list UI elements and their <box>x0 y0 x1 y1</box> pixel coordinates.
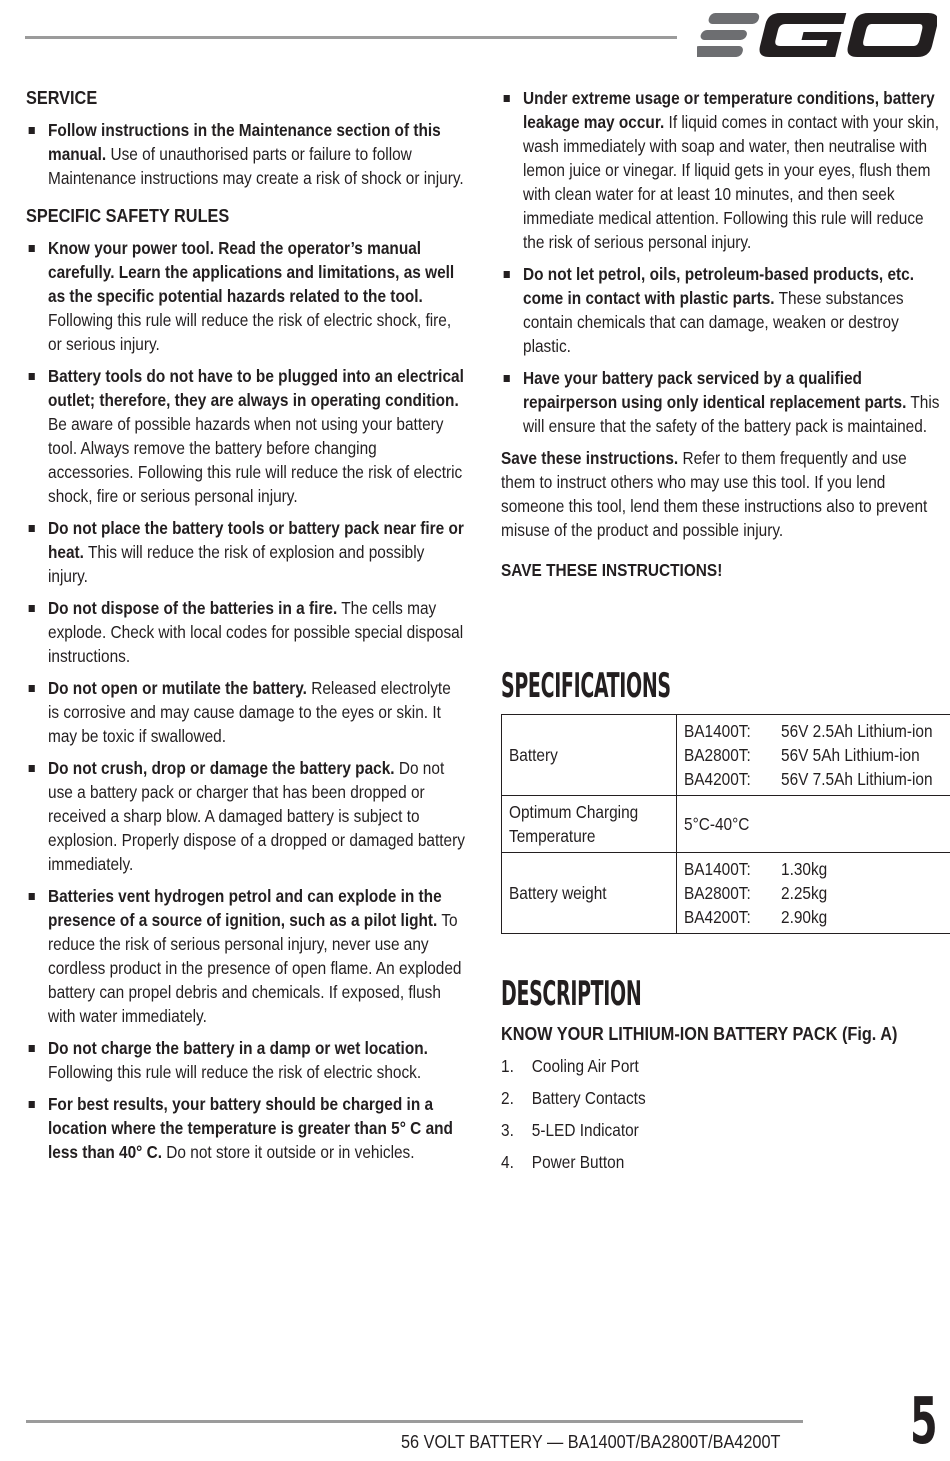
list-item: Know your power tool. Read the operator’s manual carefully. Learn the applications and limitations, as well as the specific potential hazards related to the tool. Following this rule will reduce the risk of electric shock, fire, or serious injury. <box>26 236 466 356</box>
spec-value: 56V 2.5Ah Lithium-ion <box>781 721 933 741</box>
list-item: Follow instructions in the Maintenance section of this manual. Use of unauthorised parts or failure to follow Maintenance instructions may create a risk of shock or injury. <box>26 118 466 190</box>
table-row <box>502 796 950 853</box>
description-list <box>501 1054 941 1174</box>
spec-model: BA2800T: <box>684 883 751 903</box>
description-title: DESCRIPTION <box>501 974 642 1014</box>
warning-list <box>501 86 941 438</box>
save-instructions-callout: SAVE THESE INSTRUCTIONS! <box>501 560 723 580</box>
spec-label: Optimum Charging Temperature <box>509 802 639 846</box>
footer-rule <box>26 1420 803 1423</box>
service-list <box>26 118 466 190</box>
header-rule <box>25 36 677 39</box>
list-item: Do not place the battery tools or battery pack near fire or heat. This will reduce the risk of explosion and possibly injury. <box>26 516 466 588</box>
specifications-title: SPECIFICATIONS <box>501 666 671 706</box>
bullet-square-icon <box>504 95 510 102</box>
bullet-square-icon <box>29 605 35 612</box>
table-row <box>502 715 950 796</box>
bullet-square-icon <box>29 525 35 532</box>
spec-model: BA4200T: <box>684 769 751 789</box>
ego-logo <box>697 10 937 60</box>
bullet-square-icon <box>29 765 35 772</box>
description-subtitle: KNOW YOUR LITHIUM-ION BATTERY PACK (Fig. A) <box>501 1023 898 1044</box>
spec-label: Battery <box>509 745 558 765</box>
spec-value: 1.30kg <box>781 859 828 879</box>
service-heading: SERVICE <box>26 87 98 108</box>
save-instructions-paragraph: Save these instructions. Refer to them frequently and use them to instruct others who may use this tool. If you lend someone this tool, lend them these instructions also to prevent misuse of the product and possible injury. <box>501 448 928 540</box>
list-item: 3. 5-LED Indicator <box>501 1120 639 1140</box>
list-item: Batteries vent hydrogen petrol and can explode in the presence of a source of ignition, such as a pilot light. To reduce the risk of serious personal injury, never use any cordless product in the presence of open flame. An exploded battery can propel debris and chemicals. If exposed, flush with water immediately. <box>26 884 466 1028</box>
list-item: Do not crush, drop or damage the battery pack. Do not use a battery pack or charger that has been dropped or received a sharp blow. A damaged battery is subject to explosion. Properly dispose of a dropped or damaged battery immediately. <box>26 756 466 876</box>
list-item: Under extreme usage or temperature conditions, battery leakage may occur. If liquid comes in contact with your skin, wash immediately with soap and water, then neutralise with lemon juice or vinegar. If liquid gets in your eyes, flush them with clean water for at least 10 minutes, and then seek immediate medical attention. Following this rule will reduce the risk of serious personal injury. <box>501 86 941 254</box>
bullet-square-icon <box>29 685 35 692</box>
list-item: Have your battery pack serviced by a qualified repairperson using only identical replacement parts. This will ensure that the safety of the battery pack is maintained. <box>501 366 941 438</box>
spec-model: BA1400T: <box>684 721 751 741</box>
bullet-square-icon <box>29 1101 35 1108</box>
safety-heading: SPECIFIC SAFETY RULES <box>26 205 230 226</box>
spec-model: BA2800T: <box>684 745 751 765</box>
bullet-square-icon <box>29 245 35 252</box>
list-item: 2. Battery Contacts <box>501 1088 646 1108</box>
list-item: 1. Cooling Air Port <box>501 1056 639 1076</box>
bullet-square-icon <box>29 373 35 380</box>
bullet-square-icon <box>504 375 510 382</box>
table-row <box>502 853 950 934</box>
safety-list <box>26 236 466 1164</box>
list-item: Do not open or mutilate the battery. Released electrolyte is corrosive and may cause damage to the eyes or skin. It may be toxic if swallowed. <box>26 676 466 748</box>
list-item: 4. Power Button <box>501 1152 625 1172</box>
bullet-square-icon <box>29 127 35 134</box>
footer-title: 56 VOLT BATTERY — BA1400T/BA2800T/BA4200T <box>401 1431 781 1452</box>
spec-value: 56V 7.5Ah Lithium-ion <box>781 769 933 789</box>
spec-value: 2.90kg <box>781 907 828 927</box>
specifications-table <box>501 714 950 934</box>
list-item: Do not let petrol, oils, petroleum-based products, etc. come in contact with plastic parts. These substances contain chemicals that can damage, weaken or destroy plastic. <box>501 262 941 358</box>
bullet-square-icon <box>29 893 35 900</box>
page-number: 5 <box>910 1385 938 1459</box>
spec-model: BA1400T: <box>684 859 751 879</box>
bullet-square-icon <box>29 1045 35 1052</box>
list-item: For best results, your battery should be charged in a location where the temperature is greater than 5° C and less than 40° C. Do not store it outside or in vehicles. <box>26 1092 466 1164</box>
spec-value: 2.25kg <box>781 883 828 903</box>
spec-model: BA4200T: <box>684 907 751 927</box>
list-item: Do not dispose of the batteries in a fire. The cells may explode. Check with local codes for possible special disposal instructions. <box>26 596 466 668</box>
list-item: Battery tools do not have to be plugged into an electrical outlet; therefore, they are always in operating condition. Be aware of possible hazards when not using your battery tool. Always remove the battery before changing accessories. Following this rule will reduce the risk of electric shock, fire or serious personal injury. <box>26 364 466 508</box>
bullet-square-icon <box>504 271 510 278</box>
left-column <box>26 86 466 1172</box>
spec-value: 56V 5Ah Lithium-ion <box>781 745 920 765</box>
list-item: Do not charge the battery in a damp or wet location. Following this rule will reduce the risk of electric shock. <box>26 1036 466 1084</box>
right-column <box>501 86 941 1172</box>
spec-value: 5°C-40°C <box>684 814 750 834</box>
spec-label: Battery weight <box>509 883 607 903</box>
